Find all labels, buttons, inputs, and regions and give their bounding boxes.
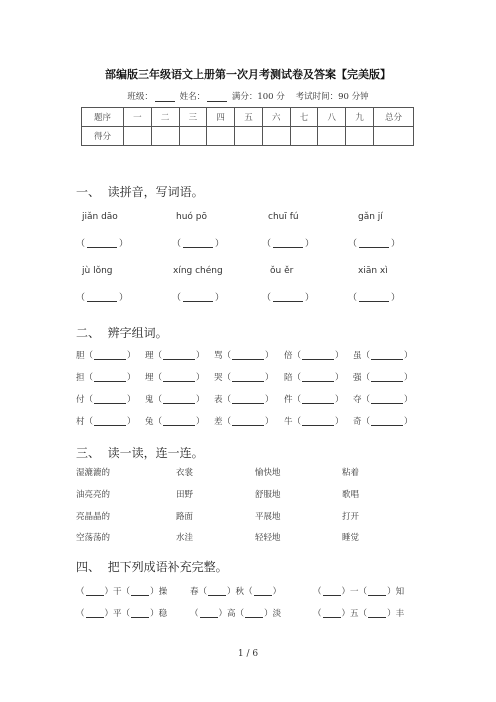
pinyin: chuī fú <box>268 212 299 222</box>
char-group-item[interactable]: 夺（ ） <box>353 395 413 405</box>
char-label: 件 <box>284 395 293 405</box>
idiom-item[interactable]: （ ）干（ ）操 <box>76 587 168 597</box>
answer-blank[interactable]: （ ） <box>172 293 225 303</box>
answer-blank[interactable] <box>232 395 264 404</box>
match-word[interactable]: 打开 <box>342 512 360 522</box>
idiom-item[interactable]: 春（ ）秋（ ） <box>190 587 282 597</box>
char-group-item[interactable]: 虽（ ） <box>353 351 413 361</box>
answer-blank[interactable] <box>163 351 195 360</box>
section1-number: 一、 <box>76 185 101 199</box>
char-label: 陪 <box>284 373 293 383</box>
header-cell: 四 <box>207 108 235 127</box>
char-group-item[interactable]: 胆（ ） <box>76 351 136 361</box>
header-cell: 七 <box>290 108 318 127</box>
match-word[interactable]: 歌唱 <box>342 490 360 500</box>
class-blank <box>155 92 175 102</box>
section3-title: 读一读，连一连。 <box>107 446 204 460</box>
match-word[interactable]: 舒服地 <box>255 490 281 500</box>
match-word[interactable]: 水洼 <box>176 533 194 543</box>
answer-blank[interactable] <box>254 587 272 596</box>
name-blank <box>207 92 227 102</box>
match-word[interactable]: 睡觉 <box>342 533 360 543</box>
section4-heading <box>76 558 228 575</box>
match-word[interactable]: 亮晶晶的 <box>76 512 111 522</box>
score-cell[interactable] <box>235 127 263 146</box>
char-label: 理 <box>145 351 154 361</box>
char-label: 兔 <box>145 417 154 427</box>
score-cell[interactable] <box>318 127 346 146</box>
match-word[interactable]: 愉快地 <box>255 468 281 478</box>
char-label: 埋 <box>145 373 154 383</box>
score-table-header <box>82 108 414 127</box>
idiom-char: 稳 <box>158 609 168 619</box>
char-label: 胆 <box>76 351 85 361</box>
answer-blank[interactable] <box>163 395 195 404</box>
char-label: 夺 <box>353 395 362 405</box>
section1-title: 读拼音，写词语。 <box>107 185 204 199</box>
char-label: 奇 <box>353 417 362 427</box>
idiom-char: 丰 <box>395 609 405 619</box>
match-word[interactable]: 衣裳 <box>176 468 194 478</box>
section4-number: 四、 <box>76 560 101 574</box>
pinyin: jiǎn dāo <box>82 212 118 222</box>
char-group-item[interactable]: 哭（ ） <box>214 373 274 383</box>
answer-blank[interactable] <box>208 587 226 596</box>
char-label: 鬼 <box>145 395 154 405</box>
char-label: 村 <box>76 417 85 427</box>
score-cell[interactable] <box>179 127 207 146</box>
header-cell: 二 <box>151 108 179 127</box>
answer-blank[interactable] <box>371 373 403 382</box>
answer-blank[interactable] <box>94 373 126 382</box>
idiom-char: 干 <box>113 587 122 597</box>
answer-blank[interactable]: （ ） <box>348 239 401 249</box>
answer-blank[interactable] <box>371 395 403 404</box>
char-group-item[interactable]: 牛（ ） <box>284 417 344 427</box>
answer-blank[interactable] <box>232 351 264 360</box>
section4-title: 把下列成语补充完整。 <box>107 560 228 574</box>
answer-blank[interactable] <box>323 587 341 596</box>
section2-number: 二、 <box>76 326 101 340</box>
answer-blank[interactable] <box>245 609 263 618</box>
pinyin: gǎn jí <box>358 212 383 222</box>
idiom-item[interactable]: （ ）平（ ）稳 <box>76 609 168 619</box>
char-group-item[interactable]: 埋（ ） <box>145 373 205 383</box>
char-group-item[interactable]: 倍（ ） <box>284 351 344 361</box>
section2-title: 辨字组词。 <box>107 326 168 340</box>
answer-blank[interactable] <box>94 351 126 360</box>
char-group-item[interactable]: 强（ ） <box>353 373 413 383</box>
char-group-item[interactable]: 鬼（ ） <box>145 395 205 405</box>
match-word[interactable]: 田野 <box>176 490 194 500</box>
char-group-item[interactable]: 付（ ） <box>76 395 136 405</box>
section1-heading <box>76 183 204 200</box>
char-label: 倍 <box>284 351 293 361</box>
idiom-char: 淡 <box>272 609 282 619</box>
answer-blank[interactable] <box>368 609 386 618</box>
answer-blank[interactable] <box>86 587 104 596</box>
match-word[interactable]: 路面 <box>176 512 194 522</box>
char-label: 哭 <box>214 373 223 383</box>
char-label: 牛 <box>284 417 293 427</box>
char-group-item[interactable]: 奇（ ） <box>353 417 413 427</box>
pinyin: ǒu ěr <box>270 266 294 276</box>
pinyin: huó pō <box>176 212 207 222</box>
score-cell[interactable] <box>374 127 414 146</box>
idiom-char: 春 <box>190 587 199 597</box>
match-word[interactable]: 轻轻地 <box>255 533 281 543</box>
pinyin: xíng chéng <box>173 266 223 276</box>
char-label: 强 <box>353 373 362 383</box>
header-cell: 八 <box>318 108 346 127</box>
answer-blank[interactable] <box>163 373 195 382</box>
char-label: 虽 <box>353 351 362 361</box>
answer-blank[interactable] <box>131 587 149 596</box>
answer-blank[interactable] <box>94 417 126 426</box>
char-group-item[interactable]: 兔（ ） <box>145 417 205 427</box>
answer-blank[interactable] <box>302 417 334 426</box>
idiom-char: 五 <box>350 609 359 619</box>
answer-blank[interactable]: （ ） <box>76 239 129 249</box>
idiom-char: 操 <box>158 587 168 597</box>
char-label: 担 <box>76 373 85 383</box>
exam-time: 考试时间：90 分钟 <box>295 92 369 102</box>
idiom-char: 平 <box>113 609 122 619</box>
char-group-item[interactable]: 村（ ） <box>76 417 136 427</box>
name-label: 姓名： <box>179 92 206 102</box>
section3-number: 三、 <box>76 446 101 460</box>
answer-blank[interactable] <box>232 373 264 382</box>
char-group-item[interactable]: 骂（ ） <box>214 351 274 361</box>
answer-blank[interactable] <box>94 395 126 404</box>
header-cell: 六 <box>262 108 290 127</box>
answer-blank[interactable] <box>232 417 264 426</box>
section3-heading <box>76 444 204 461</box>
char-group-item[interactable]: 件（ ） <box>284 395 344 405</box>
score-cell[interactable] <box>262 127 290 146</box>
score-cell[interactable] <box>290 127 318 146</box>
answer-blank[interactable] <box>371 417 403 426</box>
header-cell: 三 <box>179 108 207 127</box>
answer-blank[interactable] <box>302 373 334 382</box>
total-score: 满分：100 分 <box>231 92 285 102</box>
score-cell[interactable] <box>124 127 152 146</box>
answer-blank[interactable]: （ ） <box>262 293 315 303</box>
idiom-char: 一 <box>350 587 359 597</box>
answer-blank[interactable] <box>368 587 386 596</box>
score-cell[interactable] <box>207 127 235 146</box>
score-cell[interactable] <box>346 127 374 146</box>
idiom-item[interactable]: （ ）五（ ）丰 <box>313 609 405 619</box>
header-cell: 总分 <box>374 108 414 127</box>
char-label: 付 <box>76 395 85 405</box>
char-group-item[interactable]: 表（ ） <box>214 395 274 405</box>
answer-blank[interactable]: （ ） <box>348 293 401 303</box>
header-cell: 五 <box>235 108 263 127</box>
idiom-char: 高 <box>227 609 236 619</box>
exam-meta <box>0 90 496 102</box>
answer-blank[interactable] <box>371 351 403 360</box>
page-number: 1 / 6 <box>237 649 259 659</box>
char-group-item[interactable]: 差（ ） <box>214 417 274 427</box>
header-cell: 一 <box>124 108 152 127</box>
answer-blank[interactable]: （ ） <box>76 293 129 303</box>
score-cell[interactable] <box>151 127 179 146</box>
pinyin: jù lǒng <box>82 266 113 276</box>
answer-blank[interactable] <box>131 609 149 618</box>
answer-blank[interactable] <box>302 395 334 404</box>
section2-heading <box>76 324 168 341</box>
match-word[interactable]: 粘着 <box>342 468 360 478</box>
char-label: 差 <box>214 417 223 427</box>
idiom-item[interactable]: （ ）一（ ）知 <box>313 587 405 597</box>
header-cell: 题序 <box>82 108 124 127</box>
answer-blank[interactable] <box>323 609 341 618</box>
answer-blank[interactable]: （ ） <box>172 239 225 249</box>
match-word[interactable]: 湿漉漉的 <box>76 468 111 478</box>
match-word[interactable]: 平展地 <box>255 512 281 522</box>
class-label: 班级： <box>127 92 153 102</box>
answer-blank[interactable] <box>86 609 104 618</box>
char-group-item[interactable]: 担（ ） <box>76 373 136 383</box>
pinyin: xiān xì <box>358 266 388 276</box>
idiom-char: 秋 <box>235 587 245 597</box>
document-title: 部编版三年级语文上册第一次月考测试卷及答案【完美版】 <box>105 68 391 81</box>
char-label: 表 <box>214 395 223 405</box>
match-word[interactable]: 空荡荡的 <box>76 533 111 543</box>
answer-blank[interactable] <box>200 609 218 618</box>
row-label: 得分 <box>82 127 124 146</box>
idiom-char: 知 <box>395 587 405 597</box>
score-table-row <box>82 127 414 146</box>
match-word[interactable]: 油亮亮的 <box>76 490 111 500</box>
char-group-item[interactable]: 陪（ ） <box>284 373 344 383</box>
score-table <box>81 107 414 146</box>
char-label: 骂 <box>214 351 223 361</box>
answer-blank[interactable] <box>163 417 195 426</box>
char-group-item[interactable]: 理（ ） <box>145 351 205 361</box>
answer-blank[interactable] <box>302 351 334 360</box>
idiom-item[interactable]: （ ）高（ ）淡 <box>190 609 282 619</box>
answer-blank[interactable]: （ ） <box>262 239 315 249</box>
header-cell: 九 <box>346 108 374 127</box>
